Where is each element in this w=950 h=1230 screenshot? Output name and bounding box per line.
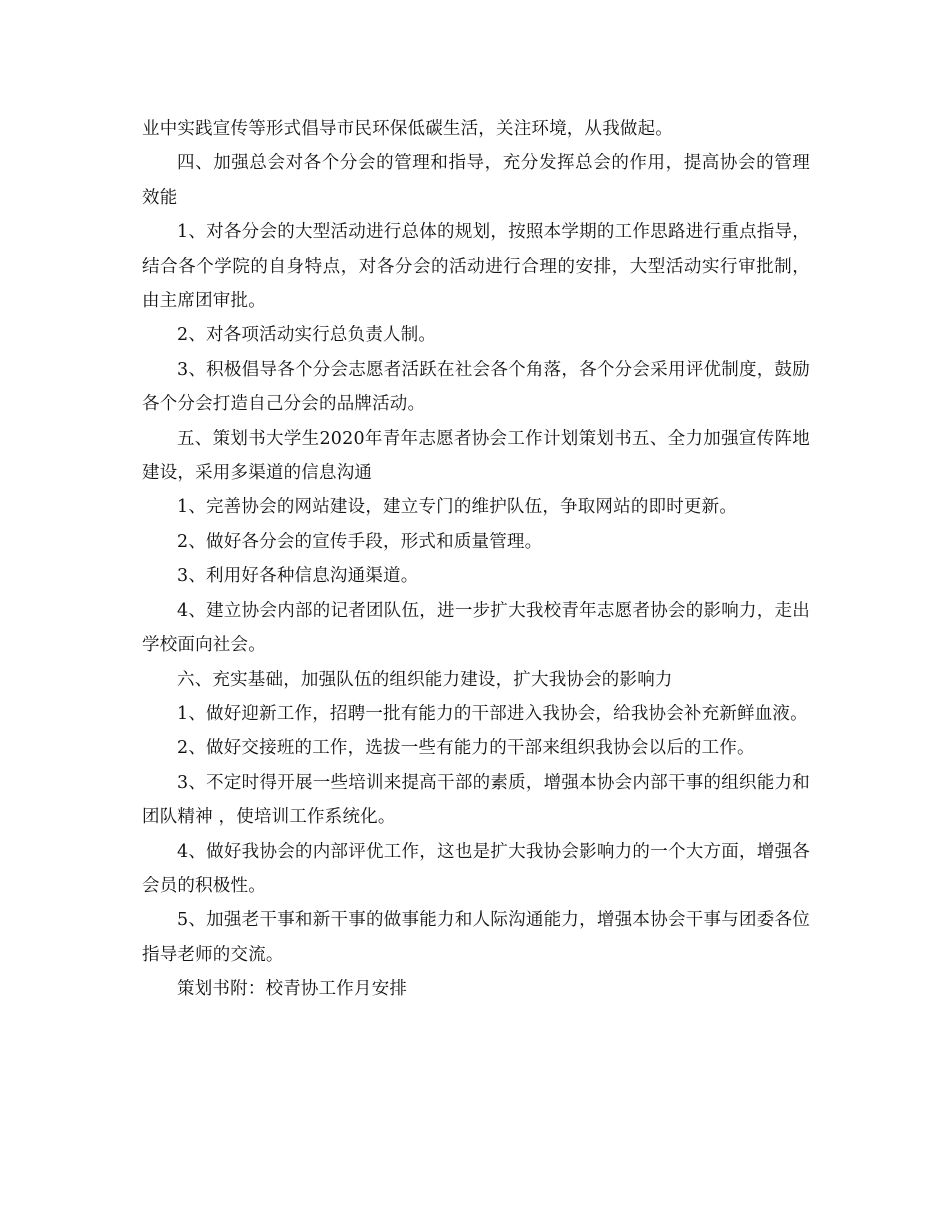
appendix-heading: 策划书附：校青协工作月安排 <box>177 979 408 1000</box>
list-item: 3、利用好各种信息沟通渠道。 <box>177 566 419 587</box>
list-item: 1、做好迎新工作，招聘一批有能力的干部进入我协会，给我协会补充新鲜血液。 <box>177 703 808 724</box>
list-item: 1、对各分会的大型活动进行总体的规划，按照本学期的工作思路进行重点指导，结合各个学院的自身特点，对各分会的活动进行合理的安排，大型活动实行审批制，由主席团审批。 <box>142 222 810 312</box>
list-item: 3、不定时得开展一些培训来提高干部的素质，增强本协会内部干事的组织能力和团队精神 ，使培训工作系统化。 <box>142 772 810 828</box>
section-heading-4: 四、加强总会对各个分会的管理和指导，充分发挥总会的作用，提高协会的管理效能 <box>142 153 810 208</box>
list-item: 5、加强老干事和新干事的做事能力和人际沟通能力，增强本协会干事与团委各位指导老师的交流。 <box>142 910 810 965</box>
list-item: 2、对各项活动实行总负责人制。 <box>177 325 437 346</box>
paragraph-continuation: 业中实践宣传等形式倡导市民环保低碳生活，关注环境，从我做起。 <box>142 119 673 139</box>
list-item: 3、积极倡导各个分会志愿者活跃在社会各个角落，各个分会采用评优制度，鼓励各个分会打造自己分会的品牌活动。 <box>142 359 810 415</box>
list-item: 4、做好我协会的内部评优工作，这也是扩大我协会影响力的一个大方面，增强各会员的积极性。 <box>142 841 810 896</box>
list-item: 2、做好各分会的宣传手段，形式和质量管理。 <box>177 531 543 552</box>
section-heading-5: 五、策划书大学生2020年青年志愿者协会工作计划策划书五、全力加强宣传阵地建设，采用多渠道的信息沟通 <box>142 428 810 484</box>
list-item: 4、建立协会内部的记者团队伍，进一步扩大我校青年志愿者协会的影响力，走出学校面向社会。 <box>142 600 810 656</box>
list-item: 2、做好交接班的工作，选拔一些有能力的干部来组织我协会以后的工作。 <box>177 738 755 759</box>
section-heading-6: 六、充实基础，加强队伍的组织能力建设，扩大我协会的影响力 <box>177 669 673 690</box>
list-item: 1、完善协会的网站建设，建立专门的维护队伍，争取网站的即时更新。 <box>177 497 738 518</box>
